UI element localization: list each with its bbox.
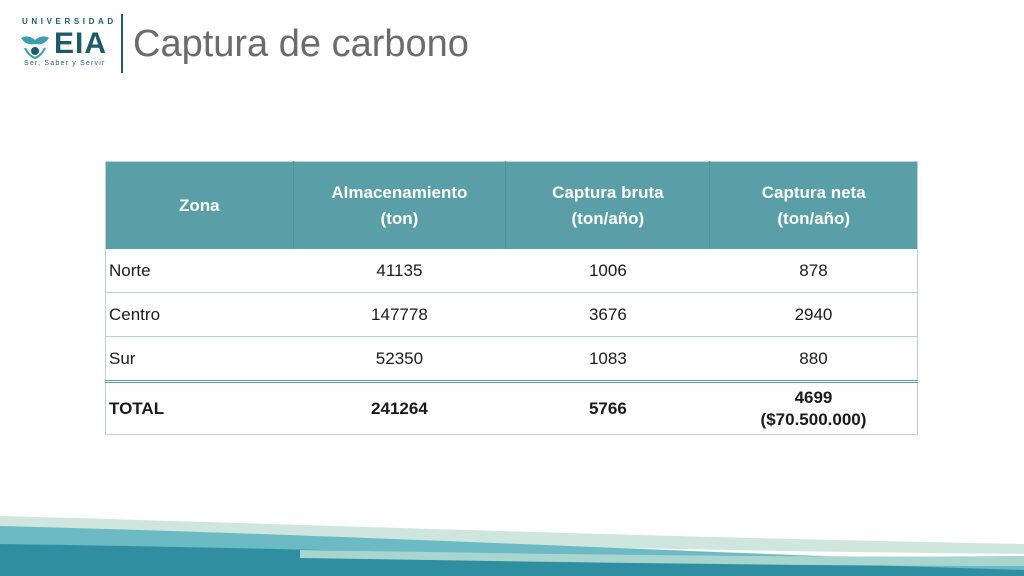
table-row	[106, 249, 918, 293]
table-total-row	[106, 382, 918, 435]
header-storage-line2: (ton)	[380, 208, 419, 228]
logo-mark-icon	[20, 34, 50, 60]
total-label: TOTAL	[106, 382, 294, 435]
cell-storage: 41135	[293, 249, 506, 293]
cell-zone: Norte	[106, 249, 294, 293]
cell-zone: Sur	[106, 337, 294, 382]
header-gross-capture	[506, 162, 710, 250]
slide-title: Captura de carbono	[133, 23, 469, 65]
cell-gross: 1083	[506, 337, 710, 382]
table-row	[106, 337, 918, 382]
university-logo	[20, 14, 120, 74]
logo-divider	[121, 14, 123, 73]
header-zone: Zona	[106, 162, 294, 250]
cell-net: 2940	[710, 293, 918, 337]
header-net-capture	[710, 162, 918, 250]
header-gross-line1: Captura bruta	[552, 182, 664, 202]
total-storage: 241264	[293, 382, 506, 435]
cell-net: 878	[710, 249, 918, 293]
logo-university-text: UNIVERSIDAD	[22, 17, 117, 26]
cell-storage: 147778	[293, 293, 506, 337]
total-net-value: 4699	[794, 387, 833, 407]
table-header-row	[106, 162, 918, 250]
table-row	[106, 293, 918, 337]
header-storage-line1: Almacenamiento	[331, 182, 468, 202]
total-net	[710, 382, 918, 435]
cell-storage: 52350	[293, 337, 506, 382]
header-storage	[293, 162, 506, 250]
total-net-money: ($70.500.000)	[760, 409, 867, 429]
total-gross: 5766	[506, 382, 710, 435]
header-net-line1: Captura neta	[761, 182, 866, 202]
logo-name-text: EIA	[54, 27, 108, 60]
carbon-capture-table	[105, 161, 918, 435]
header-gross-line2: (ton/año)	[571, 208, 645, 228]
cell-gross: 3676	[506, 293, 710, 337]
decorative-wave-band	[0, 500, 1024, 576]
header-net-line2: (ton/año)	[777, 208, 851, 228]
cell-gross: 1006	[506, 249, 710, 293]
logo-tagline: Ser, Saber y Servir	[24, 60, 106, 67]
cell-net: 880	[710, 337, 918, 382]
cell-zone: Centro	[106, 293, 294, 337]
